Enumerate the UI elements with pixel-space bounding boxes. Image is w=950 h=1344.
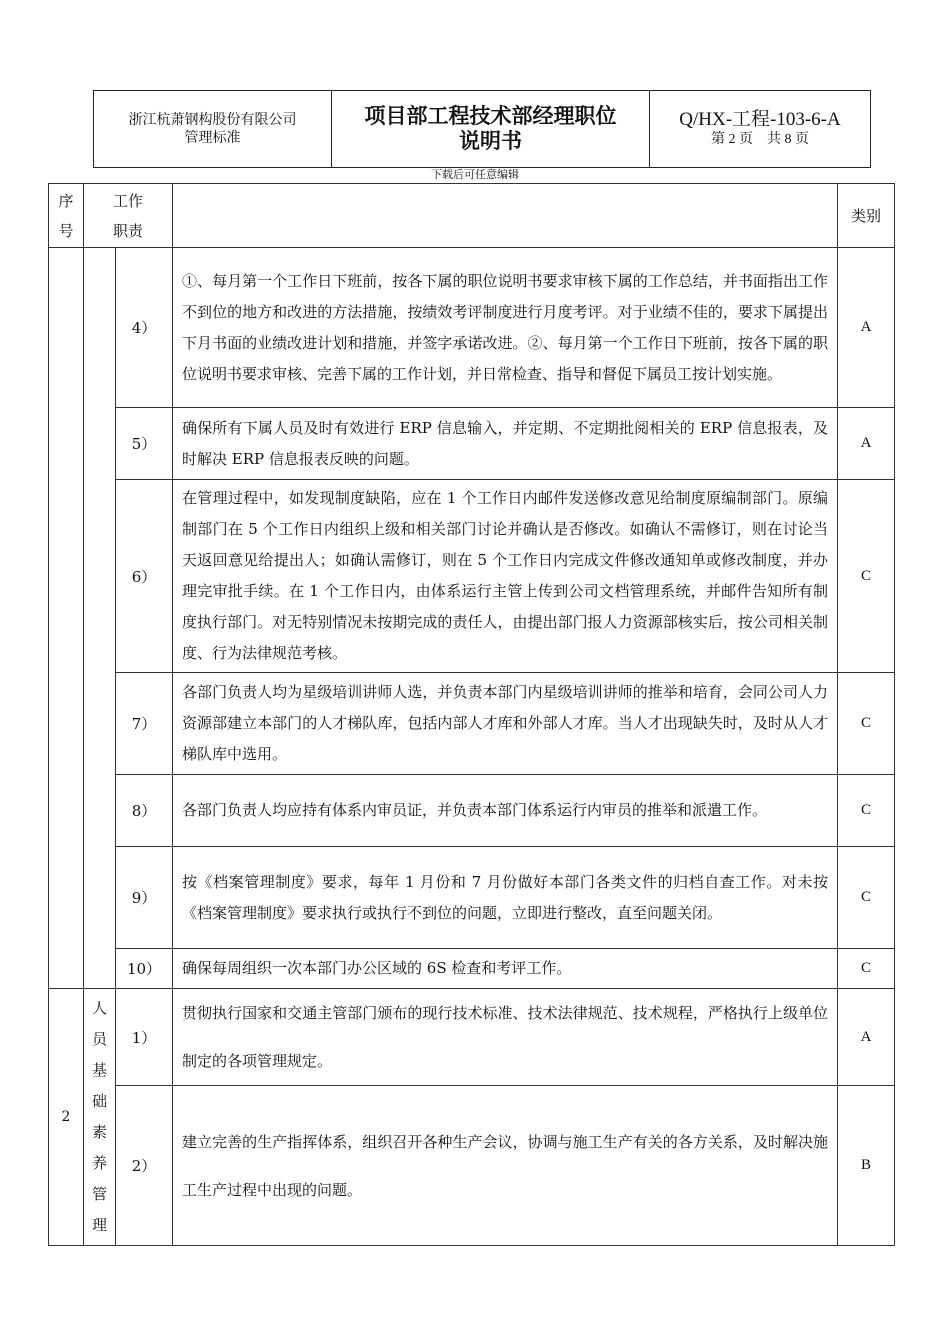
duty-cell-empty xyxy=(84,248,116,989)
section-duty-vertical: 人 员 基 础 素 养 管 理 xyxy=(84,989,116,1246)
table-row xyxy=(49,949,895,989)
table-row xyxy=(49,847,895,949)
row-number: 2） xyxy=(116,1086,173,1246)
row-text: 建立完善的生产指挥体系，组织召开各种生产会议，协调与施工生产有关的各方关系，及时解决施工生产过程中出现的问题。 xyxy=(173,1086,838,1246)
table-row xyxy=(49,775,895,847)
row-number: 7） xyxy=(116,673,173,775)
section-number: 2 xyxy=(49,989,84,1246)
row-text: 按《档案管理制度》要求，每年 1 月份和 7 月份做好本部门各类文件的归档自查工作。对未按《档案管理制度》要求执行或执行不到位的问题，立即进行整改，直至问题关闭。 xyxy=(173,847,838,949)
document-title-line2: 说明书 xyxy=(459,129,522,153)
row-text: 各部门负责人均应持有体系内审员证，并负责本部门体系运行内审员的推举和派遣工作。 xyxy=(173,775,838,847)
row-category: C xyxy=(838,480,895,673)
row-number: 5） xyxy=(116,408,173,480)
seq-cell-empty xyxy=(49,248,84,989)
code-block xyxy=(650,91,870,167)
row-text: 各部门负责人均为星级培训讲师人选，并负责本部门内星级培训讲师的推举和培育，会同公司人力资源部建立本部门的人才梯队库，包括内部人才库和外部人才库。当人才出现缺失时，及时从人才梯队库中选用。 xyxy=(173,673,838,775)
edit-note: 下载后可任意编辑 xyxy=(431,168,519,181)
row-category: A xyxy=(838,248,895,408)
row-category: C xyxy=(838,673,895,775)
row-text: 贯彻执行国家和交通主管部门颁布的现行技术标准、技术法律规范、技术规程，严格执行上级单位制定的各项管理规定。 xyxy=(173,989,838,1086)
row-number: 8） xyxy=(116,775,173,847)
row-category: C xyxy=(838,949,895,989)
row-category: C xyxy=(838,775,895,847)
header-blank xyxy=(173,184,838,248)
row-text: ①、每月第一个工作日下班前，按各下属的职位说明书要求审核下属的工作总结，并书面指出工作不到位的地方和改进的方法措施，按绩效考评制度进行月度考评。对于业绩不佳的，要求下属提出下月书面的业绩改进计划和措施，并签字承诺改进。②、每月第一个工作日下班前，按各下属的职位说明书要求审核、完善下属的工作计划，并日常检查、指导和督促下属员工按计划实施。 xyxy=(173,248,838,408)
table-row xyxy=(49,673,895,775)
row-category: A xyxy=(838,989,895,1086)
title-block xyxy=(332,91,650,167)
row-number: 4） xyxy=(116,248,173,408)
standard-type: 管理标准 xyxy=(184,130,241,146)
header-duty: 工作 职责 xyxy=(84,184,173,248)
row-category: C xyxy=(838,847,895,949)
row-number: 6） xyxy=(116,480,173,673)
row-text: 确保所有下属人员及时有效进行 ERP 信息输入，并定期、不定期批阅相关的 ERP 信息报表，及时解决 ERP 信息报表反映的问题。 xyxy=(173,408,838,480)
page-info: 第 2 页 共 8 页 xyxy=(711,132,809,147)
header-seq: 序 号 xyxy=(49,184,84,248)
table-header-row xyxy=(49,184,895,248)
document-header xyxy=(93,90,871,168)
document-title-line1: 项目部工程技术部经理职位 xyxy=(364,104,617,128)
table-row xyxy=(49,989,895,1086)
row-text: 确保每周组织一次本部门办公区域的 6S 检查和考评工作。 xyxy=(173,949,838,989)
table-row xyxy=(49,248,895,408)
table-row xyxy=(49,408,895,480)
row-number: 9） xyxy=(116,847,173,949)
company-name: 浙江杭萧钢构股份有限公司 xyxy=(128,112,297,128)
row-category: A xyxy=(838,408,895,480)
document-code: Q/HX-工程-103-6-A xyxy=(679,109,841,130)
table-row xyxy=(49,480,895,673)
row-category: B xyxy=(838,1086,895,1246)
row-number: 10） xyxy=(116,949,173,989)
header-category: 类别 xyxy=(838,184,895,248)
duty-table xyxy=(48,183,895,1246)
row-text: 在管理过程中，如发现制度缺陷，应在 1 个工作日内邮件发送修改意见给制度原编制部门。原编制部门在 5 个工作日内组织上级和相关部门讨论并确认是否修改。如确认不需修订，则在讨论当天返回意见给提出人；如确认需修订，则在 5 个工作日内完成文件修改通知单或修改制度，并办理完审批手续。在 1 个工作日内，由体系运行主管上传到公司文档管理系统，并邮件告知所有制度执行部门。对无特别情况未按期完成的责任人，由提出部门报人力资源部核实后，按公司相关制度、行为法律规范考核。 xyxy=(173,480,838,673)
company-block xyxy=(94,91,332,167)
row-number: 1） xyxy=(116,989,173,1086)
table-row xyxy=(49,1086,895,1246)
